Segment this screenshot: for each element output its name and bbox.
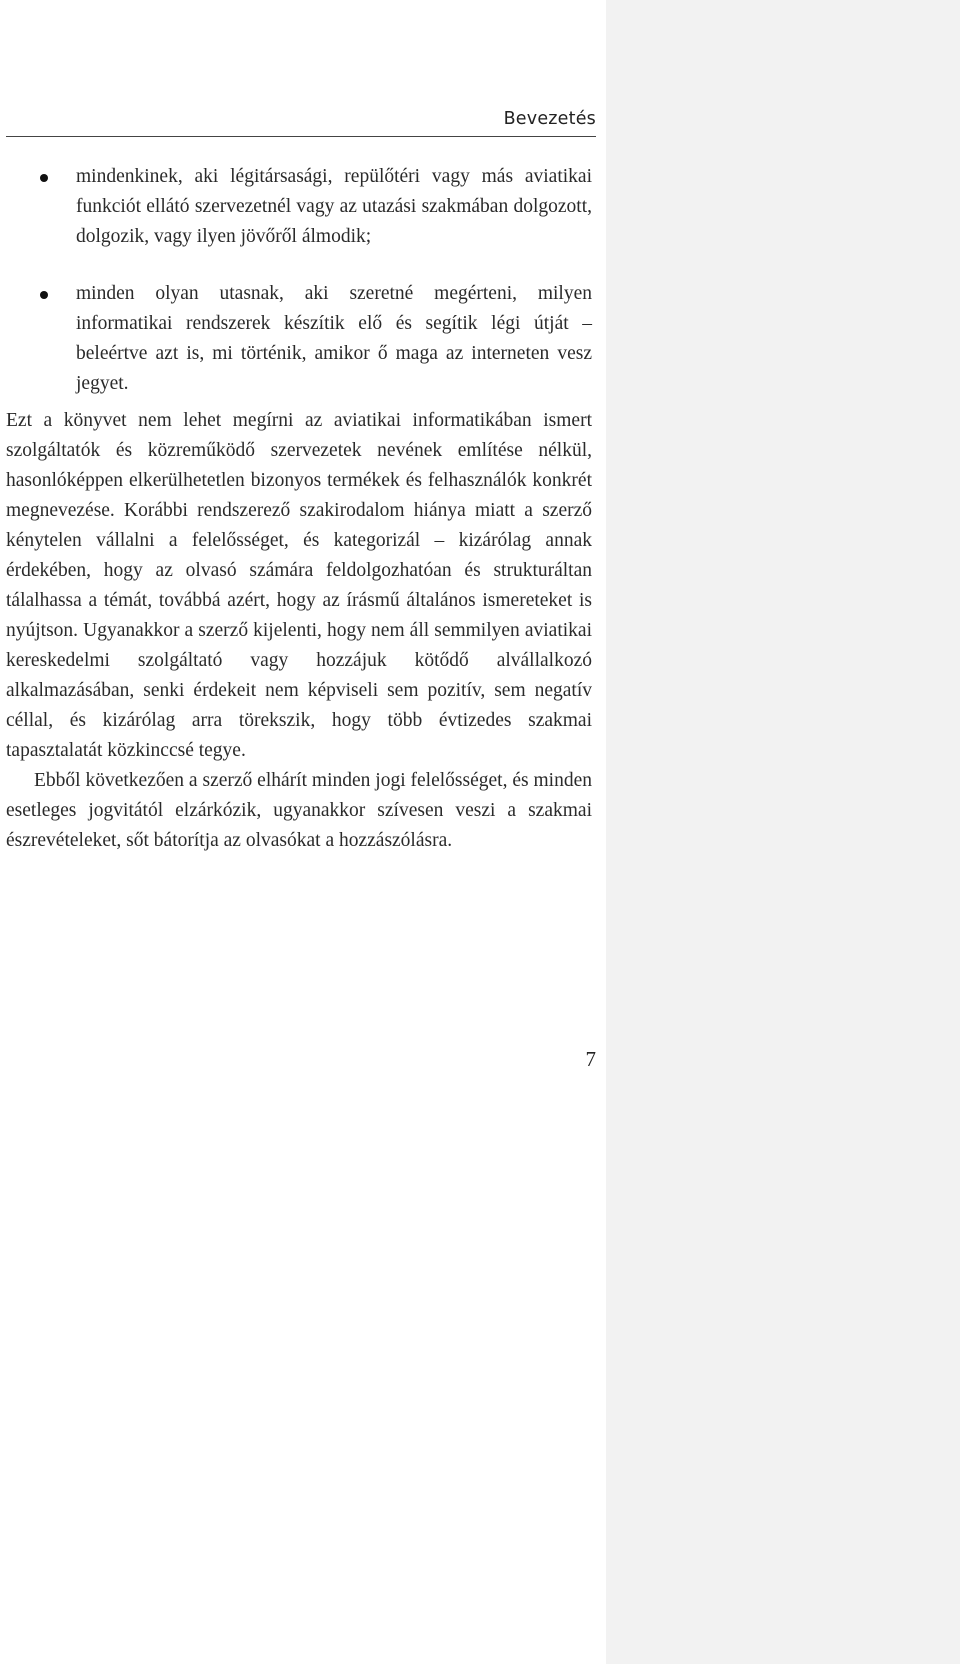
bullet-item: [0, 162, 596, 252]
bullet-icon: [40, 174, 48, 182]
bullet-text: mindenkinek, aki légitársasági, repülőtéri vagy más aviatikai funkciót ellátó szervezetnél vagy az utazási szakmában dolgozott, dolgozik, vagy ilyen jövőről álmodik;: [76, 166, 592, 247]
header-rule: [6, 136, 596, 137]
bullet-text: minden olyan utasnak, aki szeretné megérteni, milyen informatikai rendszerek készítik elő és segítik légi útját – beleértve azt is, mi történik, amikor ő maga az interneten vesz jegyet.: [76, 283, 592, 394]
comment-margin-pane: [606, 0, 960, 1664]
running-header: Bevezetés: [503, 109, 596, 129]
bullet-item: [0, 279, 596, 399]
paragraph: Ebből következően a szerző elhárít minden jogi felelősséget, és minden esetleges jogvitától elzárkózik, ugyanakkor szívesen veszi a szakmai észrevételeket, sőt bátorítja az olvasókat a hozzászólásra.: [6, 770, 592, 851]
paragraph: Ezt a könyvet nem lehet megírni az aviatikai informatikában ismert szolgáltatók és közreműködő szervezetek nevének említése nélkül, hasonlóképpen elkerülhetetlen bizonyos termékek és felhasználók konkrét megnevezése. Korábbi rendszerező szakirodalom hiánya miatt a szerző kénytelen vállalni a felelősséget, és kategorizál – kizárólag annak érdekében, hogy az olvasó számára feldolgozhatóan és strukturáltan tálalhassa a témát, továbbá azért, hogy az írásmű általános ismereteket is nyújtson. Ugyanakkor a szerző kijelenti, hogy nem áll semmilyen aviatikai kereskedelmi szolgáltató vagy hozzájuk kötődő alvállalkozó alkalmazásában, senki érdekeit nem képviseli sem pozitív, sem negatív céllal, és kizárólag arra törekszik, hogy több évtizedes szakmai tapasztalatát közkinccsé tegye.: [6, 410, 592, 761]
page-number: 7: [585, 1047, 596, 1071]
bullet-icon: [40, 291, 48, 299]
bullet-list: [0, 162, 596, 426]
body-text: [6, 406, 592, 856]
